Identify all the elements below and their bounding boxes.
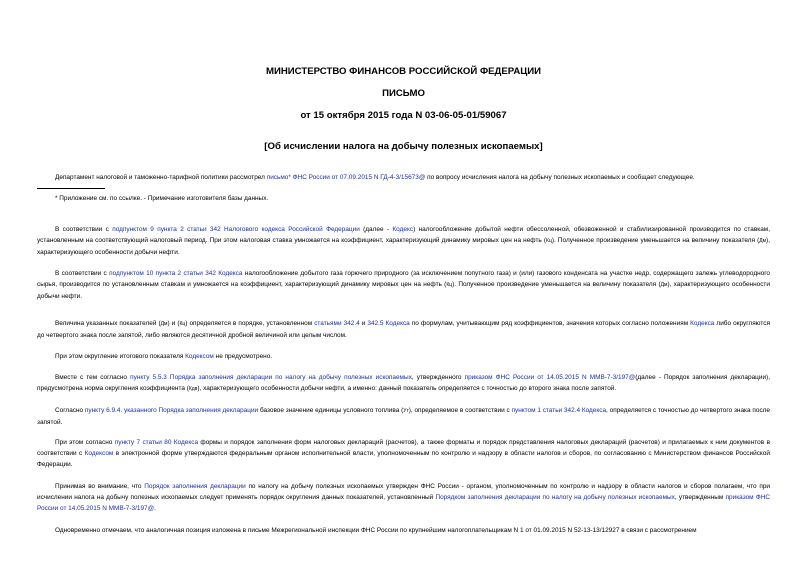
symbol-ut: Ут (403, 408, 409, 414)
intro-paragraph: Департамент налоговой и таможенно-тарифной политики рассмотрел письмо* ФНС России от 07.09.2015 N ГД-4-3/15673@ по вопросу исчисления налога на добычу полезных ископаемых и сообщает следующее. (55, 174, 695, 181)
link-point-7-art-80[interactable]: пункту 7 статьи 80 Кодекса (114, 439, 199, 446)
link-order-declaration[interactable]: Порядок заполнения декларации (144, 483, 246, 490)
link-kodeksom[interactable]: Кодексом (84, 450, 114, 457)
link-point-1-art-342-4[interactable]: пунктом 1 статьи 342.4 Кодекса (511, 407, 607, 414)
paragraph-4: При этом округление итогового показателя Кодексом не предусмотрено. (55, 353, 273, 360)
paragraph-3: Величина указанных показателей (Дм) и (Кц) определяется в порядке, установленном статьями 342.4 и 342.5 Кодекса по формулам, учитывающим ряд коэффициентов, значения которых согласно положениям Кодекса либо округляются до четвертого знака после запятой, либо являются десятичной дробной величиной или целым числом. (37, 320, 770, 339)
link-subpara-10-art-342[interactable]: подпунктом 10 пункта 2 статьи 342 Кодекса (109, 270, 243, 277)
paragraph-9: Одновременно отмечаем, что аналогичная позиция изложена в письме Межрегиональной инспекции ФНС России по крупнейшим налогоплательщикам N 1 от 01.09.2015 N 52-13-13/12927 в связи с рассмотрением (55, 527, 697, 534)
link-fns-letter[interactable]: письмо* ФНС России от 07.09.2015 N ГД-4-3/15673@ (266, 174, 426, 181)
symbol-dm: Дм (160, 321, 168, 327)
footnote: * Приложение см. по ссылке. - Примечание изготовителя базы данных. (55, 195, 269, 202)
link-kodeks[interactable]: Кодекс (392, 226, 414, 233)
symbol-dm: Дм (759, 238, 767, 244)
document-subject: [Об исчислении налога на добычу полезных ископаемых] (264, 141, 543, 152)
paragraph-5: Вместе с тем согласно пункту 5.5.3 Порядка заполнения декларации по налогу на добычу полезных ископаемых, утвержденного приказом ФНС России от 14.05.2015 N ММВ-7-3/197@(далее - Порядок заполнения декларации), предусмотрена норма округления коэффициента (Кдв), характеризующего особенности добычи нефти, а именно: данный показатель определяется с точностью до второго знака после запятой. (37, 374, 770, 392)
ministry-title: МИНИСТЕРСТВО ФИНАНСОВ РОССИЙСКОЙ ФЕДЕРАЦИИ (265, 66, 542, 77)
link-subpara-9-art-342[interactable]: подпунктом 9 пункта 2 статьи 342 Налогового кодекса Российской Федерации (112, 226, 360, 233)
symbol-dm: Дм (660, 282, 668, 288)
link-kodeksom[interactable]: Кодексом (185, 353, 214, 360)
link-point-5-5-3-order[interactable]: пункту 5.5.3 Порядка заполнения декларации по налогу на добычу полезных ископаемых (130, 374, 412, 381)
symbol-kdv: Кдв (188, 386, 198, 392)
footnote-divider (37, 188, 105, 189)
symbol-kc: Кц (546, 238, 552, 244)
link-point-6-9-4[interactable]: пункту 6.9.4. указанного Порядка заполнения декларации (84, 407, 259, 414)
paragraph-7: При этом согласно пункту 7 статьи 80 Кодекса формы и порядок заполнения форм налоговых деклараций (расчетов), а также форматы и порядок представления налоговых деклараций (расчетов) и прилагаемых к ним документов в соответствии с Кодексом в электронной форме утверждаются федеральным органом исполнительной власти, уполномоченным по контролю и надзору в области налогов и сборов, по согласованию с Министерством финансов Российской Федерации. (37, 439, 770, 468)
document-date-number: от 15 октября 2015 года N 03-06-05-01/59067 (300, 110, 507, 121)
document-type: ПИСЬМО (382, 88, 425, 99)
link-fns-order-197[interactable]: приказом ФНС России от 14.05.2015 N ММВ-7-3/197@ (464, 374, 636, 381)
link-art-342-5[interactable]: 342.5 Кодекса (367, 320, 410, 327)
link-kodeks[interactable]: Кодекса (690, 320, 715, 327)
symbol-kc: Кц (446, 282, 453, 288)
paragraph-1: В соответствии с подпунктом 9 пункта 2 статьи 342 Налогового кодекса Российской Федерации (далее - Кодекс) налогообложение добытой нефти обессоленной, обезвоженной и стабилизированной производится по ставкам, установленным на соответствующий налоговый период. При этом налоговая ставка умножается на коэффициент, характеризующий динамику мировых цен на нефть (Кц). Полученное произведение уменьшается на величину показателя (Дм), характеризующего особенности добычи нефти. (37, 226, 770, 256)
link-order-declaration-full[interactable]: Порядком заполнения декларации по налогу на добычу полезных ископаемых (435, 494, 675, 501)
link-fns-order-197[interactable]: приказом ФНС России от 14.05.2015 N ММВ-7-3/197@ (37, 494, 770, 512)
paragraph-8: Принимая во внимание, что Порядок заполнения декларации по налогу на добычу полезных ископаемых утвержден ФНС России - органом, уполномоченным по контролю и надзору в области налогов и сборов полагаем, что при исчислении налога на добычу полезных ископаемых следует применять порядок округления данных показателей, установленный Порядком заполнения декларации по налогу на добычу полезных ископаемых, утвержденным приказом ФНС России от 14.05.2015 N ММВ-7-3/197@. (37, 483, 770, 512)
paragraph-2: В соответствии с подпунктом 10 пункта 2 статьи 342 Кодекса налогообложение добытого газа горючего природного (за исключением попутного газа) и (или) газового конденсата на участке недр, содержащего залежь углеводородного сырья, производится по установленным ставкам и умножается на коэффициент, характеризующий динамику мировых цен на нефть (Кц). Полученное произведение уменьшается на величину показателя (Дм), характеризующего особенности добычи нефти. (37, 270, 770, 300)
symbol-kc: Кц (179, 321, 186, 327)
paragraph-6: Согласно пункту 6.9.4. указанного Порядка заполнения декларации базовое значение единицы условного топлива (Ут), определяемое в соответствии с пунктом 1 статьи 342.4 Кодекса, определяется с точностью до четвертого знака после запятой. (37, 407, 770, 426)
link-art-342-4[interactable]: статьями 342.4 (314, 320, 360, 327)
